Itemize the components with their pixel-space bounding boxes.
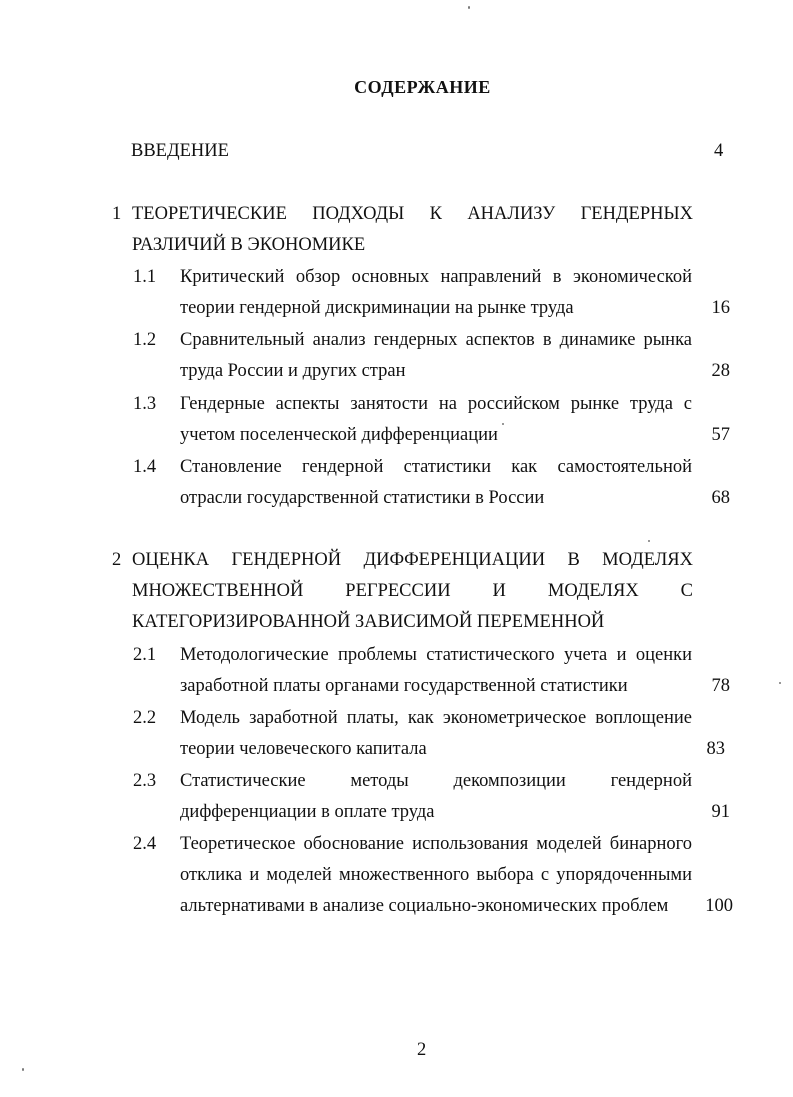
section-title-line: заработной платы органами государственной статистики [180,676,628,696]
section-page-number: 100 [705,896,733,916]
section-title-line: учетом поселенческой дифференциации [180,425,498,445]
scan-speck [779,682,781,684]
section-title-line: Критический обзор основных направлений в экономической [180,267,692,287]
section-page-number: 78 [711,676,730,696]
section-title-line: Статистические методы декомпозиции гендерной [180,771,692,791]
section-title-line: Гендерные аспекты занятости на российском рынке труда с [180,394,692,414]
section-page-number: 68 [711,488,730,508]
chapter-number: 2 [112,550,122,570]
scan-speck [22,1068,24,1071]
section-number: 1.2 [133,330,157,350]
section-number: 1.4 [133,457,157,477]
section-title-line: альтернативами в анализе социально-экономических проблем [180,896,669,916]
section-number: 2.3 [133,771,157,791]
section-page-number: 83 [706,739,725,759]
scan-speck [648,540,650,542]
scan-speck [468,6,470,9]
section-page-number: 57 [711,425,730,445]
intro-label: ВВЕДЕНИЕ [131,141,229,161]
section-title-line: Сравнительный анализ гендерных аспектов в динамике рынка [180,330,692,350]
section-title-line: Теоретическое обоснование использования моделей бинарного [180,834,692,854]
chapter-title-line: РАЗЛИЧИЙ В ЭКОНОМИКЕ [132,235,366,255]
chapter-title-line: МНОЖЕСТВЕННОЙ РЕГРЕССИИ И МОДЕЛЯХ С [132,581,693,601]
scan-speck [502,423,504,425]
page-number-footer: 2 [417,1040,427,1060]
section-number: 1.1 [133,267,157,287]
section-title-line: Методологические проблемы статистического учета и оценки [180,645,692,665]
section-title-line: труда России и других стран [180,361,406,381]
chapter-title-line: КАТЕГОРИЗИРОВАННОЙ ЗАВИСИМОЙ ПЕРЕМЕННОЙ [132,612,605,632]
section-title-line: Становление гендерной статистики как самостоятельной [180,457,692,477]
chapter-title-line: ТЕОРЕТИЧЕСКИЕ ПОДХОДЫ К АНАЛИЗУ ГЕНДЕРНЫХ [132,204,693,224]
chapter-title-line: ОЦЕНКА ГЕНДЕРНОЙ ДИФФЕРЕНЦИАЦИИ В МОДЕЛЯХ [132,550,693,570]
section-number: 2.1 [133,645,157,665]
section-page-number: 91 [711,802,730,822]
section-title-line: дифференциации в оплате труда [180,802,435,822]
section-title-line: отклика и моделей множественного выбора с упорядоченными [180,865,692,885]
section-page-number: 28 [711,361,730,381]
section-title-line: теории человеческого капитала [180,739,427,759]
page-title: СОДЕРЖАНИЕ [354,77,491,97]
intro-page-number: 4 [714,141,724,161]
section-title-line: Модель заработной платы, как эконометрическое воплощение [180,708,692,728]
chapter-number: 1 [112,204,122,224]
section-page-number: 16 [711,298,730,318]
section-title-line: теории гендерной дискриминации на рынке труда [180,298,574,318]
section-number: 2.2 [133,708,157,728]
section-number: 1.3 [133,394,157,414]
section-number: 2.4 [133,834,157,854]
section-title-line: отрасли государственной статистики в России [180,488,545,508]
